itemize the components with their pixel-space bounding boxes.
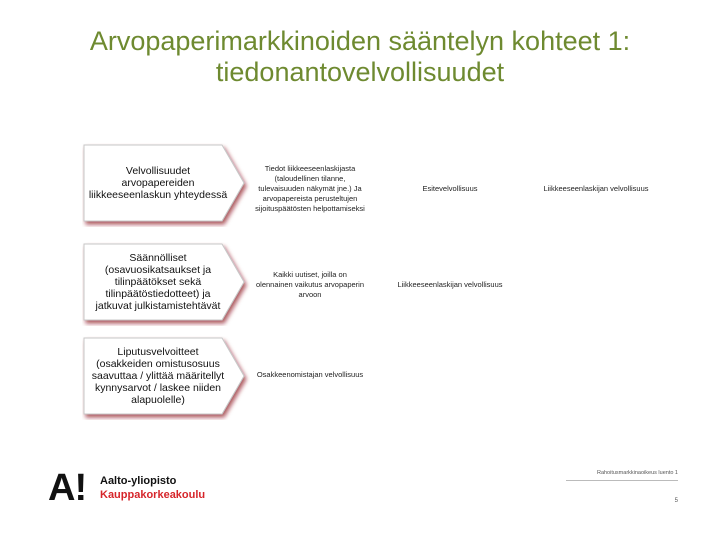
brand-line1: Aalto-yliopisto — [100, 475, 177, 487]
footer-divider — [566, 480, 678, 481]
page-number: 5 — [674, 498, 678, 504]
aalto-logo-text — [100, 474, 205, 502]
row1-col4-text: Liikkeeseenlaskijan velvollisuus — [543, 184, 649, 193]
arrow-label-1: Velvollisuudet arvopapereiden liikkeeseenlaskun yhteydessä — [88, 165, 228, 201]
aalto-logo-mark: A! — [48, 467, 87, 509]
row3-col2-text: Osakkeenomistajan velvollisuus — [256, 370, 364, 379]
row1-col3-text: Esitevelvollisuus — [422, 184, 478, 193]
arrow-label-3: Liputusvelvoitteet (osakkeiden omistusosuus saavuttaa / ylittää määritellyt kynnysarvot / laskee niiden alapuolelle) — [91, 346, 225, 406]
row1-col2-text: Tiedot liikkeeseenlaskijasta (taloudellinen tilanne, tulevaisuuden näkymät jne.) Ja arvopapereista perusteltujen sijoituspäätösten helpottamiseksi — [255, 164, 365, 213]
slide-title-line1: Arvopaperimarkkinoiden sääntelyn kohteet 1: — [89, 26, 631, 56]
arrow-label-2: Säännölliset (osavuosikatsaukset ja tilinpäätökset sekä tilinpäätöstiedotteet) ja jatkuvat julkistamistehtävät — [95, 252, 221, 312]
footer-caption: Rahoitusmarkkinaoikeus luento 1 — [596, 470, 678, 476]
slide-title — [40, 26, 680, 88]
arrow-shape-2 — [82, 242, 250, 322]
row2-col2-text: Kaikki uutiset, joilla on olennainen vaikutus arvopaperin arvoon — [256, 270, 364, 299]
arrow-shape-1 — [82, 143, 250, 223]
slide-title-line2: tiedonantovelvollisuudet — [215, 57, 505, 87]
arrow-shape-3 — [82, 336, 250, 416]
brand-line2: Kauppakorkeakoulu — [100, 489, 206, 501]
row2-col3-text: Liikkeeseenlaskijan velvollisuus — [397, 280, 503, 289]
